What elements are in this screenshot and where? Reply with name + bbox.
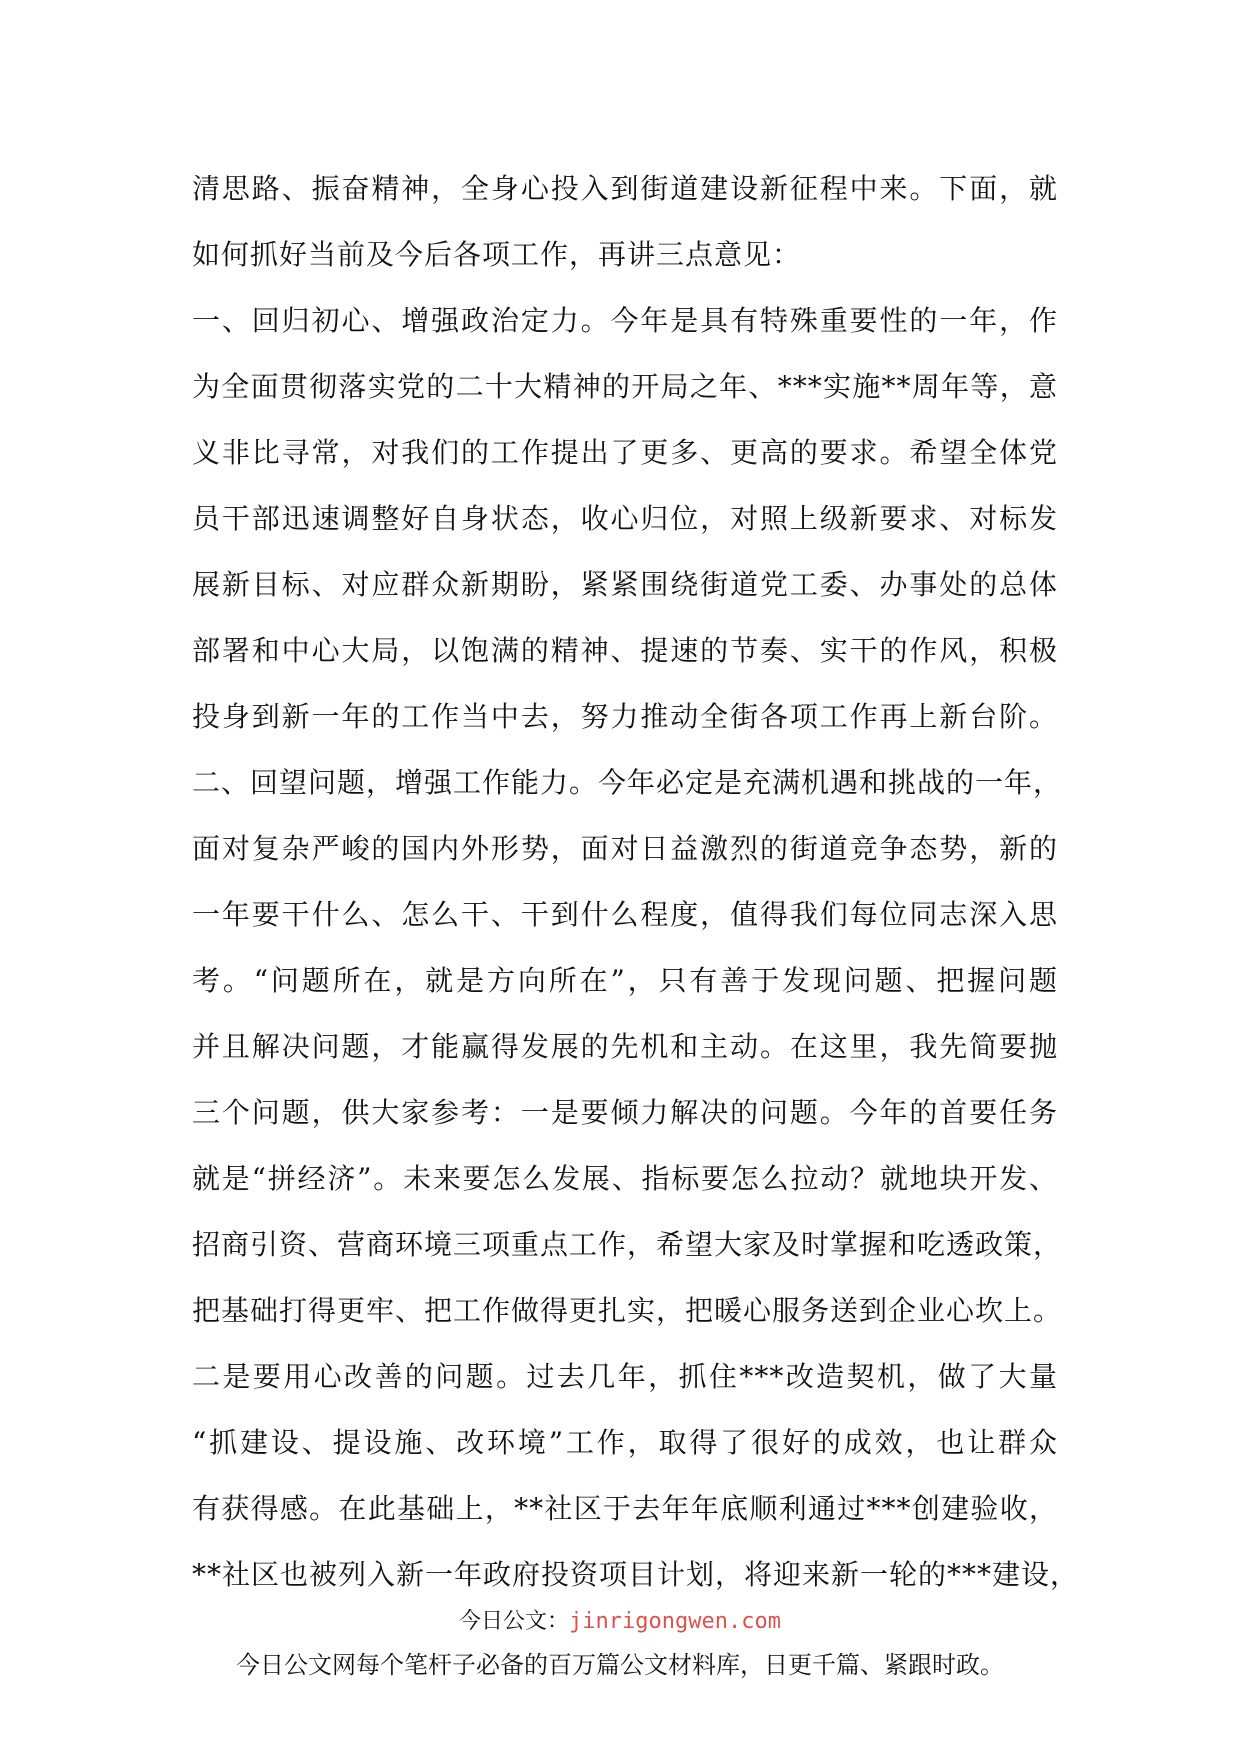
text-line: 如何抓好当前及今后各项工作，再讲三点意见： [192, 238, 802, 271]
footer-site [0, 1605, 1240, 1639]
text-line: 一年要干什么、怎么干、干到什么程度，值得我们每位同志深入思 [192, 898, 1058, 931]
footer-watermark [0, 1605, 1240, 1685]
text-line: 部署和中心大局，以饱满的精神、提速的节奏、实干的作风，积极 [192, 634, 1058, 667]
text-line: 把基础打得更牢、把工作做得更扎实，把暖心服务送到企业心坎上。 [192, 1294, 1063, 1327]
text-line: 二是要用心改善的问题。过去几年，抓住***改造契机，做了大量 [192, 1360, 1058, 1393]
text-line: 投身到新一年的工作当中去，努力推动全街各项工作再上新台阶。 [192, 700, 1058, 733]
text-line: **社区也被列入新一年政府投资项目计划，将迎来新一轮的***建设， [192, 1558, 1080, 1591]
text-line: 招商引资、营商环境三项重点工作，希望大家及时掌握和吃透政策， [192, 1228, 1063, 1261]
text-line: 考。“问题所在，就是方向所在”，只有善于发现问题、把握问题 [192, 964, 1058, 997]
text-line: 就是“拼经济”。未来要怎么发展、指标要怎么拉动？就地块开发、 [192, 1162, 1058, 1195]
text-line: 员干部迅速调整好自身状态，收心归位，对照上级新要求、对标发 [192, 502, 1058, 535]
footer-tagline: 今日公文网每个笔杆子必备的百万篇公文材料库，日更千篇、紧跟时政。 [236, 1651, 1004, 1679]
text-line: 为全面贯彻落实党的二十大精神的开局之年、***实施**周年等，意 [192, 370, 1058, 403]
text-line: 三个问题，供大家参考：一是要倾力解决的问题。今年的首要任务 [192, 1096, 1058, 1129]
text-line: 清思路、振奋精神，全身心投入到街道建设新征程中来。下面，就 [192, 172, 1058, 205]
text-line: 展新目标、对应群众新期盼，紧紧围绕街道党工委、办事处的总体 [192, 568, 1058, 601]
text-line: 并且解决问题，才能赢得发展的先机和主动。在这里，我先简要抛 [192, 1030, 1058, 1063]
footer-site-link[interactable]: jinrigongwen.com [569, 1609, 781, 1634]
text-line: 义非比寻常，对我们的工作提出了更多、更高的要求。希望全体党 [192, 436, 1058, 469]
text-line: 一、回归初心、增强政治定力。今年是具有特殊重要性的一年，作 [192, 304, 1058, 337]
document-body [192, 156, 1080, 1608]
text-line: 二、回望问题，增强工作能力。今年必定是充满机遇和挑战的一年， [192, 766, 1063, 799]
text-line: 面对复杂严峻的国内外形势，面对日益激烈的街道竞争态势，新的 [192, 832, 1058, 865]
text-line: “抓建设、提设施、改环境”工作，取得了很好的成效，也让群众 [192, 1426, 1058, 1459]
text-line: 有获得感。在此基础上，**社区于去年年底顺利通过***创建验收， [192, 1492, 1058, 1525]
footer-site-label: 今日公文： [459, 1609, 570, 1634]
